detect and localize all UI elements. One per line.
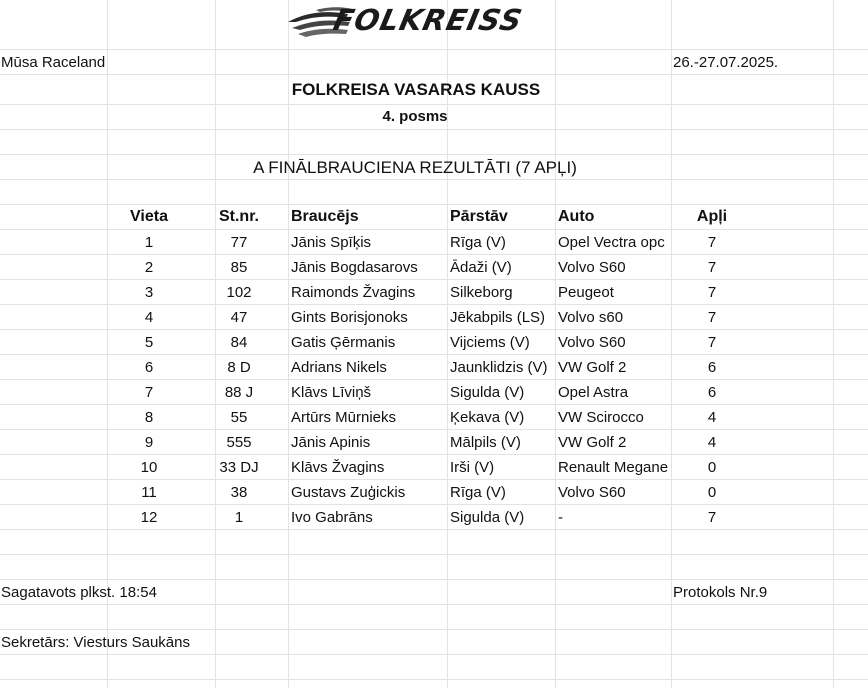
cell-start-number: 33 DJ [219,459,259,476]
cell-place: 10 [140,459,158,476]
cell-laps: 7 [707,509,717,526]
cell-laps: 4 [707,409,717,426]
cell-driver: Gatis Ģērmanis [291,334,396,351]
cell-start-number: 85 [230,259,248,276]
cell-car: - [558,509,563,526]
cell-driver: Gints Borisjonoks [291,309,408,326]
cell-represents: Rīga (V) [450,484,506,501]
protocol-number: Protokols Nr.9 [673,584,768,601]
cell-laps: 7 [707,234,717,251]
cell-start-number: 55 [230,409,248,426]
cell-start-number: 38 [230,484,248,501]
cell-car: Renault Megane [558,459,669,476]
cell-start-number: 102 [226,284,252,301]
cell-place: 6 [144,359,154,376]
cell-driver: Jānis Apinis [291,434,371,451]
column-header-represents: Pārstāv [450,208,508,225]
cell-represents: Ķekava (V) [450,409,525,426]
cell-car: Opel Vectra opc [558,234,665,251]
cell-car: Volvo S60 [558,334,626,351]
cell-start-number: 555 [226,434,252,451]
cell-place: 9 [144,434,154,451]
cell-driver: Artūrs Mūrnieks [291,409,397,426]
cell-place: 8 [144,409,154,426]
column-header-place: Vieta [130,208,168,225]
cell-laps: 6 [707,359,717,376]
cell-place: 11 [141,484,157,501]
cell-laps: 7 [707,259,717,276]
cell-place: 5 [144,334,154,351]
cell-car: VW Scirocco [558,409,644,426]
cell-start-number: 47 [230,309,248,326]
cell-laps: 0 [707,459,717,476]
cell-driver: Jānis Spīķis [291,234,372,251]
cell-place: 7 [144,384,154,401]
cell-car: Volvo S60 [558,259,626,276]
cell-represents: Vijciems (V) [450,334,530,351]
cell-start-number: 1 [234,509,244,526]
secretary-label: Sekretārs: Viesturs Saukāns [1,634,190,651]
cell-car: Opel Astra [558,384,629,401]
cell-driver: Ivo Gabrāns [291,509,373,526]
cell-laps: 0 [707,484,717,501]
cell-represents: Rīga (V) [450,234,506,251]
column-header-start-number: St.nr. [218,208,259,225]
column-header-driver: Braucējs [291,208,359,225]
folkreiss-logo [286,0,526,44]
cell-driver: Klāvs Līviņš [291,384,372,401]
cell-car: Volvo S60 [558,484,626,501]
cell-car: VW Golf 2 [558,359,627,376]
cell-start-number: 77 [230,234,248,251]
cell-car: Volvo s60 [558,309,624,326]
cell-represents: Sigulda (V) [450,384,525,401]
stage-label: 4. posms [382,108,448,125]
cell-laps: 7 [707,309,717,326]
cell-represents: Jaunklidzis (V) [450,359,548,376]
cell-place: 1 [144,234,154,251]
cell-represents: Silkeborg [450,284,513,301]
cell-driver: Klāvs Žvagins [291,459,385,476]
cell-place: 3 [144,284,154,301]
cell-driver: Raimonds Žvagins [291,284,416,301]
cell-laps: 7 [707,334,717,351]
cell-represents: Ādaži (V) [450,259,512,276]
column-header-laps: Apļi [696,208,728,225]
cell-driver: Adrians Nikels [291,359,387,376]
column-header-car: Auto [558,208,595,225]
cell-represents: Irši (V) [450,459,495,476]
event-date: 26.-27.07.2025. [673,54,779,71]
prepared-time: Sagatavots plkst. 18:54 [1,584,157,601]
cell-laps: 4 [707,434,717,451]
venue-label: Mūsa Raceland [1,54,106,71]
cell-represents: Mālpils (V) [450,434,521,451]
cell-driver: Gustavs Zuģickis [291,484,406,501]
cell-laps: 6 [707,384,717,401]
cell-laps: 7 [707,284,717,301]
cell-place: 2 [144,259,154,276]
page-title: FOLKREISA VASARAS KAUSS [291,80,541,99]
logo-wordmark: FOLKREISS [330,3,526,37]
cell-car: VW Golf 2 [558,434,627,451]
cell-car: Peugeot [558,284,614,301]
cell-start-number: 84 [230,334,248,351]
cell-driver: Jānis Bogdasarovs [291,259,418,276]
cell-start-number: 8 D [227,359,251,376]
cell-place: 4 [144,309,154,326]
cell-start-number: 88 J [224,384,254,401]
cell-represents: Jēkabpils (LS) [450,309,546,326]
cell-place: 12 [140,509,158,526]
results-subtitle: A FINĀLBRAUCIENA REZULTĀTI (7 APĻI) [253,158,577,177]
cell-represents: Sigulda (V) [450,509,525,526]
